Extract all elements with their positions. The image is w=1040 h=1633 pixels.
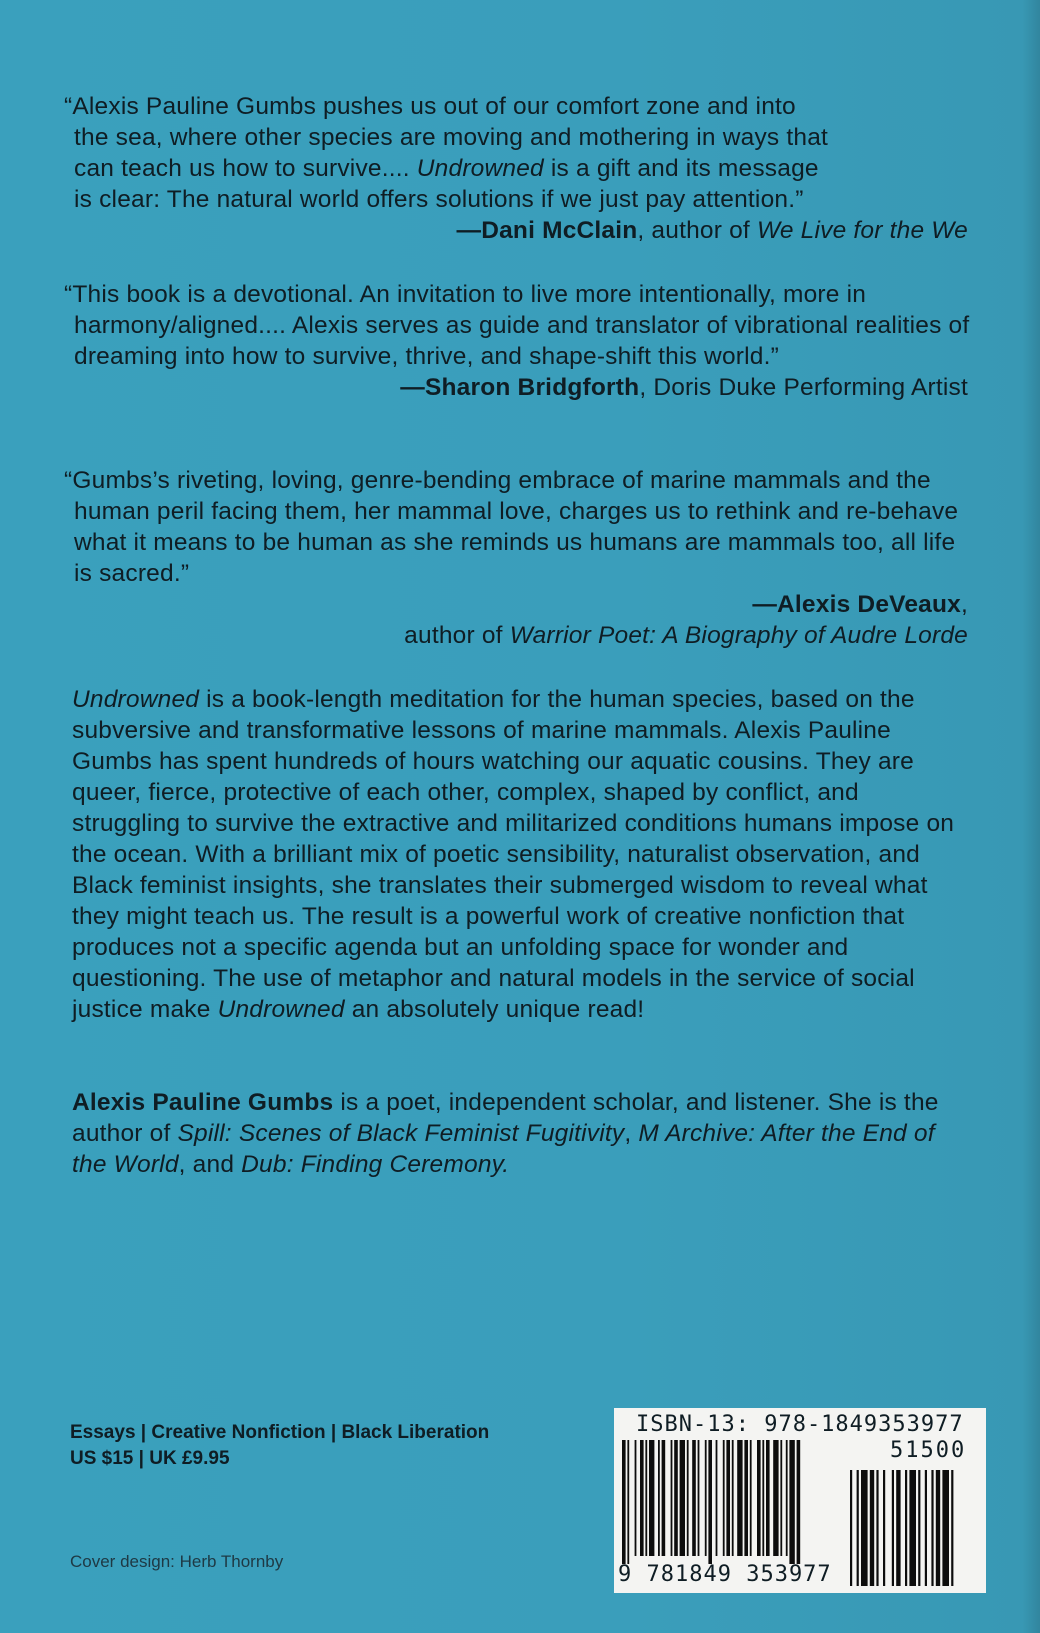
price-code: 51500	[890, 1438, 967, 1463]
blurb-quote-3	[64, 465, 974, 651]
blurb-quote-1-text: “Alexis Pauline Gumbs pushes us out of our comfort zone and into the sea, where other species are moving and mothering in ways that can teach us how to survive.... Undrowned is a gift and its message is clear: The natural world offers solutions if we just pay attention.”	[64, 93, 829, 213]
blurb-quote-2	[64, 279, 974, 403]
book-description: Undrowned is a book-length meditation for the human species, based on the subversive and transformative lessons of marine mammals. Alexis Pauline Gumbs has spent hundreds of hours watching our aquatic cousins. They are queer, fierce, protective of each other, complex, shaped by conflict, and struggling to survive the extractive and militarized conditions humans impose on the ocean. With a brilliant mix of poetic sensibility, naturalist observation, and Black feminist insights, she translates their submerged wisdom to reveal what they might teach us. The result is a powerful work of creative nonfiction that produces not a specific agenda but an unfolding space for wonder and questioning. The use of metaphor and natural models in the service of social justice make Undrowned an absolutely unique read!	[72, 686, 955, 1023]
barcode-digits: 9 781849 353977	[618, 1562, 832, 1587]
cover-design-credit: Cover design: Herb Thornby	[70, 1552, 284, 1571]
blurb-quote-2-text: “This book is a devotional. An invitation to live more intentionally, more in harmony/aligned.... Alexis serves as guide and translator of vibrational realities of dreaming into how to survive, thrive, and shape-shift this world.”	[64, 281, 970, 370]
price-label: US $15 | UK £9.95	[70, 1448, 230, 1469]
blurb-quote-3-text: “Gumbs’s riveting, loving, genre-bending embrace of marine mammals and the human peril facing them, her mammal love, charges us to rethink and re-behave what it means to be human as she reminds us humans are mammals too, all life is sacred.”	[64, 467, 959, 587]
cover-edge-shadow	[1022, 0, 1040, 1633]
isbn-label: ISBN-13: 978-1849353977	[636, 1412, 964, 1437]
book-title-italic: Undrowned	[217, 996, 345, 1023]
author-bio: Alexis Pauline Gumbs is a poet, independent scholar, and listener. She is the author of Spill: Scenes of Black Feminist Fugitivity, M Archive: After the End of the World, and Dub: Finding Ceremony.	[72, 1089, 939, 1178]
blurb-quote-3-attribution: —Alexis DeVeaux, author of Warrior Poet: A Biography of Audre Lorde	[404, 591, 968, 649]
isbn-barcode	[614, 1408, 986, 1593]
blurb-quote-1-attribution: —Dani McClain, author of We Live for the We	[456, 217, 968, 244]
genre-list: Essays | Creative Nonfiction | Black Liberation	[70, 1422, 490, 1443]
author-name: Alexis Pauline Gumbs	[72, 1089, 334, 1116]
blurb-quote-1	[64, 91, 974, 246]
book-title-italic: Undrowned	[416, 155, 544, 182]
genre-and-price	[70, 1420, 590, 1472]
blurb-quote-2-attribution: —Sharon Bridgforth, Doris Duke Performing Artist	[400, 374, 968, 401]
book-title-italic: Undrowned	[72, 686, 200, 713]
